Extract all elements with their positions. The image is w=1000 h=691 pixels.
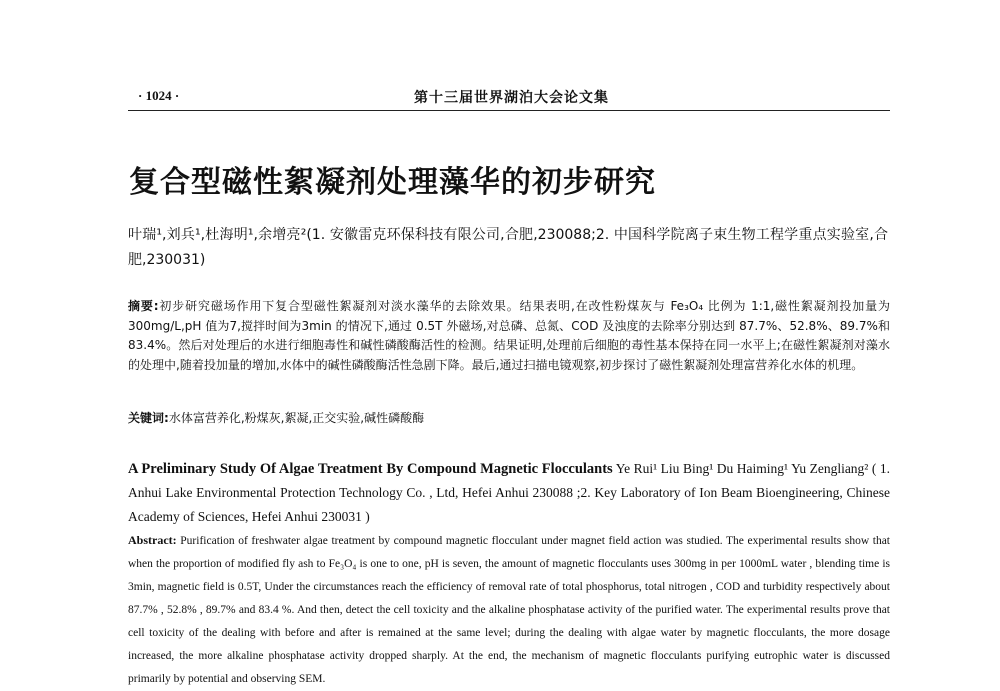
page-number: · 1024 · xyxy=(138,88,180,103)
authors-affiliations-en: Ye Rui¹ Liu Bing¹ Du Haiming¹ Yu Zengliang² ( 1. Anhui Lake Environmental Protection Technology Co. , Ltd, Hefei Anhui 230088 ;2. Key Laboratory of Ion Beam Bioengineering, Chinese Academy of Sciences, Hefei Anhui 230031 ) xyxy=(128,461,891,524)
keywords-cn-text: 水体富营养化,粉煤灰,絮凝,正交实验,碱性磷酸酶 xyxy=(168,411,425,425)
abstract-cn-text: 初步研究磁场作用下复合型磁性絮凝剂对淡水藻华的去除效果。结果表明,在改性粉煤灰与 Fe₃O₄ 比例为 1:1,磁性絮凝剂投加量为300mg/L,pH 值为7,搅拌时间为3min 的情况下,通过 0.5T 外磁场,对总磷、总氮、COD 及浊度的去除率分别达到 87.7%、52.8%、89.7%和83.4%。然后对处理后的水进行细胞毒性和碱性磷酸酶活性的检测。结果证明,处理前后细胞的毒性基本保持在同一水平上;在磁性絮凝剂对藻水的处理中,随着投加量的增加,水体中的碱性磷酸酶活性急剧下降。最后,通过扫描电镜观察,初步探讨了磁性絮凝剂处理富营养化水体的机理。 xyxy=(128,299,890,372)
header-rule xyxy=(128,110,890,111)
abstract-cn xyxy=(128,297,890,375)
paper-title-en: A Preliminary Study Of Algae Treatment By Compound Magnetic Flocculants xyxy=(128,461,613,477)
running-title: 第十三届世界湖泊大会论文集 xyxy=(414,90,609,106)
title-authors-en xyxy=(128,457,890,529)
authors-affiliations-cn: 叶瑞¹,刘兵¹,杜海明¹,余增亮²(1. 安徽雷克环保科技有限公司,合肥,230088;2. 中国科学院离子束生物工程学重点实验室,合肥,230031) xyxy=(128,227,888,268)
abstract-cn-label: 摘要: xyxy=(128,299,159,313)
keywords-cn xyxy=(128,409,890,428)
keywords-cn-label: 关键词: xyxy=(128,411,169,425)
abstract-en xyxy=(128,529,890,691)
running-header xyxy=(128,86,890,108)
abstract-en-text: Purification of freshwater algae treatment by compound magnetic flocculant under magnet field action was studied. The experimental results show that when the proportion of modified fly ash to Fe₃O₄ is one to one, pH is seven, the amount of magnetic flocculants uses 300mg in per 1000mL water , blending time is 3min, magnetic field is 0.5T, Under the circumstances reach the efficiency of removal rate of total phosphorus, total nitrogen , COD and turbidity respectively about 87.7% , 52.8% , 89.7% and 83.4 %. And then, detect the cell toxicity and the alkaline phosphatase activity of the purified water. The experimental results prove that cell toxicity of the dealing with before and after is remained at the same level; during the dealing with algae water by magnetic flocculants, the more dosage increased, the more alkaline phosphatase activity dropped sharply. At the end, the mechanism of magnetic flocculants purifying eutrophic water is discussed primarily by potential and observing SEM. xyxy=(128,535,890,685)
paper-title-cn: 复合型磁性絮凝剂处理藻华的初步研究 xyxy=(129,165,656,200)
abstract-en-label: Abstract: xyxy=(128,533,177,547)
